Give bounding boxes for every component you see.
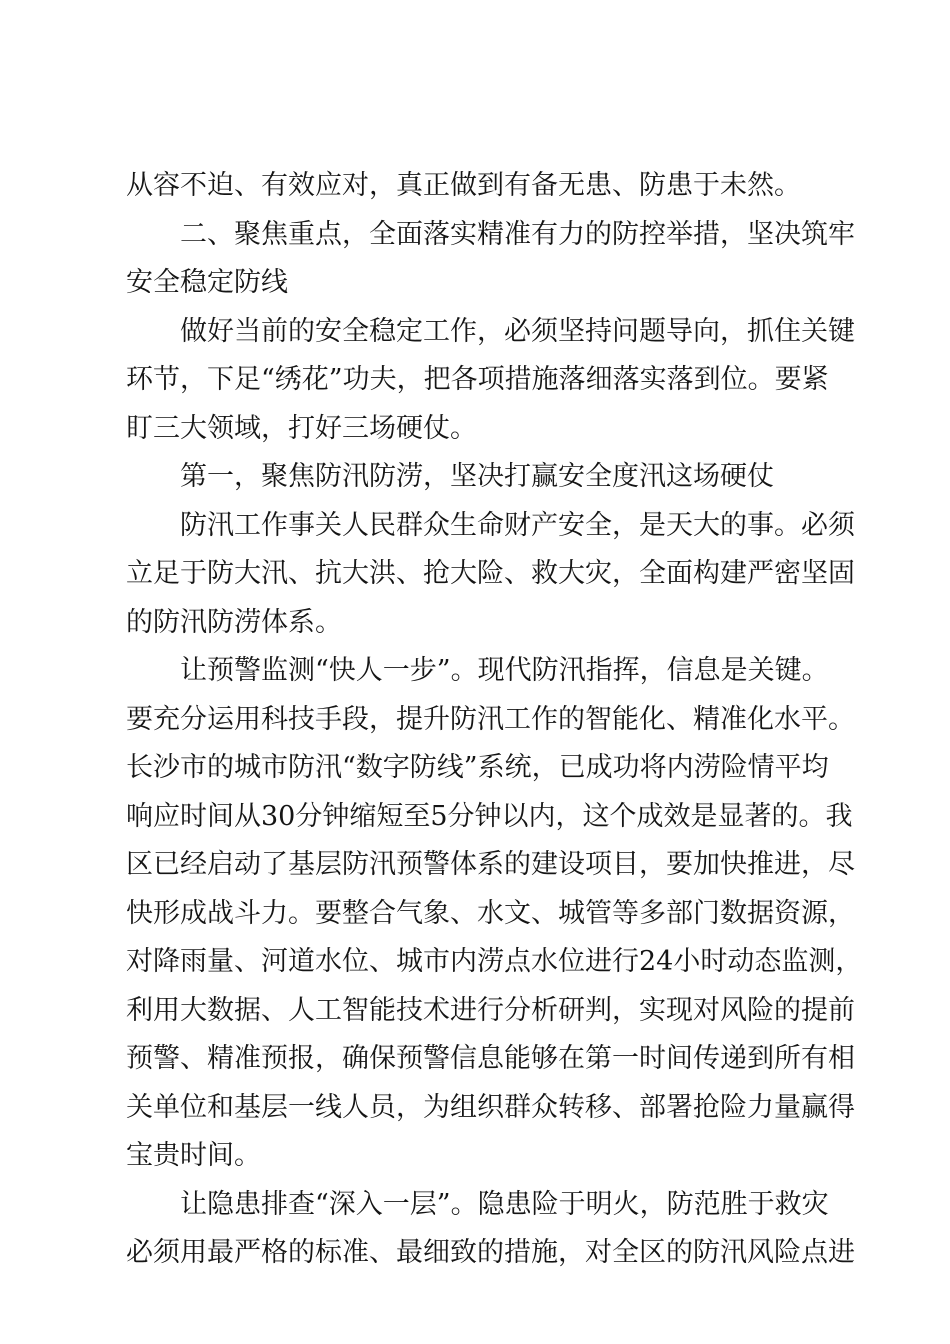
- paragraph-line: 环节，下足“绣花”功夫，把各项措施落细落实落到位。要紧: [126, 364, 829, 395]
- paragraph-line: 关单位和基层一线人员，为组织群众转移、部署抢险力量赢得: [126, 1091, 855, 1123]
- paragraph-line: 对降雨量、河道水位、城市内涝点水位进行24小时动态监测，: [126, 946, 863, 977]
- paragraph-line: 预警、精准预报，确保预警信息能够在第一时间传递到所有相: [126, 1043, 855, 1074]
- section-heading-line: 二、聚焦重点，全面落实精准有力的防控举措，坚决筑牢: [180, 218, 855, 250]
- paragraph-line: 长沙市的城市防汛“数字防线”系统，已成功将内涝险情平均: [126, 752, 829, 783]
- paragraph-line: 快形成战斗力。要整合气象、水文、城管等多部门数据资源，: [126, 897, 855, 929]
- section-heading-line: 安全稳定防线: [126, 267, 288, 298]
- paragraph-line: 让隐患排查“深入一层”。隐患险于明火，防范胜于救灾: [180, 1188, 829, 1220]
- paragraph-line: 盯三大领域，打好三场硬仗。: [126, 412, 477, 444]
- document-body: [126, 162, 863, 1278]
- paragraph-line: 从容不迫、有效应对，真正做到有备无患、防患于未然。: [126, 170, 801, 201]
- paragraph-line: 让预警监测“快人一步”。现代防汛指挥，信息是关键。: [180, 655, 829, 686]
- paragraph-line: 响应时间从30分钟缩短至5分钟以内，这个成效是显著的。我: [126, 800, 853, 832]
- paragraph-line: 防汛工作事关人民群众生命财产安全，是天大的事。必须: [180, 509, 855, 541]
- paragraph-line: 的防汛防涝体系。: [126, 606, 342, 638]
- paragraph-line: 立足于防大汛、抗大洪、抢大险、救大灾，全面构建严密坚固: [126, 558, 855, 589]
- paragraph-line: 做好当前的安全稳定工作，必须坚持问题导向，抓住关键: [180, 315, 855, 347]
- paragraph-line: 要充分运用科技手段，提升防汛工作的智能化、精准化水平。: [126, 703, 855, 735]
- paragraph-line: 区已经启动了基层防汛预警体系的建设项目，要加快推进，尽: [126, 849, 855, 880]
- paragraph-line: 宝贵时间。: [126, 1140, 261, 1171]
- paragraph-line: 必须用最严格的标准、最细致的措施，对全区的防汛风险点进: [126, 1237, 855, 1268]
- subsection-heading-line: 第一，聚焦防汛防涝，坚决打赢安全度汛这场硬仗: [180, 461, 774, 492]
- paragraph-line: 利用大数据、人工智能技术进行分析研判，实现对风险的提前: [126, 994, 855, 1026]
